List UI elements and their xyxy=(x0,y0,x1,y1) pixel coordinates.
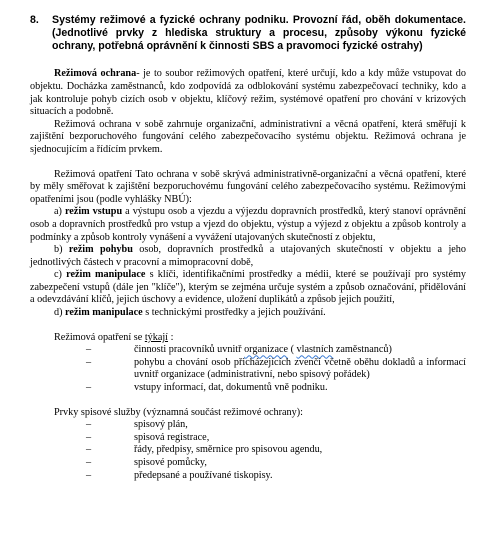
term-bold: Režimová ochrana xyxy=(54,68,137,80)
paragraph-rezimova-ochrana xyxy=(30,68,466,118)
list-item: – řády, předpisy, směrnice pro spisovou agendu, xyxy=(86,444,323,456)
list-item: – činnosti pracovníků uvnitř organizace ( vlastních zaměstnanců) xyxy=(86,344,392,356)
tykaji-list xyxy=(30,344,466,394)
list-item: – spisové pomůcky, xyxy=(86,457,207,469)
list-item: – spisová registrace, xyxy=(86,431,210,443)
paragraph-text: - je to soubor režimových opatření, které určují, kdo a kdy může vstupovat do objektu. Docházka zaměstnanců, kdo zodpovídá za odblokování systému zabezpečovací techniky, kdo a jak kontroluje pohyb cizích osob v objektu, klíčový režim, systémové opatření pro chování v krizových situacích a podobně. xyxy=(30,68,466,118)
list-item-b: b) režim pohybu osob, dopravních prostředků a utajovaných skutečností v objektu a jeho jednotlivých částech v pracovní a mimopracovní době, xyxy=(30,244,466,268)
spellcheck-underline: organizace xyxy=(244,344,289,356)
prvky-list xyxy=(30,419,466,482)
list-item: – pohybu a chování osob přicházejících zvenčí včetně oběhu dokladů a informací uvnitř organizace (administrativní, nebo spisový pořádek) xyxy=(86,356,466,381)
heading-number: 8. xyxy=(30,14,39,26)
list-item: – předepsané a používané tiskopisy. xyxy=(86,469,273,481)
list-item-c: c) režim manipulace s klíči, identifikačními prostředky a médii, které se používají pro systémy zabezpečení vstupů (dále jen "klíče"), kterým se zejména určuje systém a způsob označování, přidělování a odevzdávání klíčů, jejich úschovy a evidence, uložení duplikátů a způsob jejich použití, xyxy=(30,269,467,306)
prvky-intro: Prvky spisové služby (významná součást režimové ochrany): xyxy=(54,406,303,418)
section-heading xyxy=(30,14,466,52)
tykaji-line: Režimová opatření se týkají : xyxy=(54,331,174,343)
list-item: – vstupy informací, dat, dokumentů vně podniku. xyxy=(86,382,328,394)
spellcheck-underline: vlastních xyxy=(296,344,334,356)
heading-text: Systémy režimové a fyzické ochrany podniku. Provozní řád, oběh dokumentace. (Jednotlivé prvky z hlediska struktury a procesu, způsoby výkonu fyzické ochrany, potřebná oprávnění k činnosti SBS a pravomoci fyzické ostrahy) xyxy=(52,14,466,52)
paragraph-rezimova-opatreni: Režimová opatření Tato ochrana v sobě skrývá administrativně-organizační a věcná opatření, které by měly směřovat k zajištění bezporuchovému fungování celého zabezpečovacího systému. Režimovými opatřeními jsou (podle vyhlášky NBÚ): xyxy=(30,168,466,205)
list-item-d: d) režim manipulace s technickými prostředky a jejich používání. xyxy=(54,307,326,319)
list-item: – spisový plán, xyxy=(86,419,188,431)
list-item-a: a) režim vstupu a výstupu osob a vjezdu a výjezdu dopravních prostředků, který stanoví oprávnění osob a dopravních prostředků pro vstup a vjezd do objektu, výstup a výjezd z objektu a způsob kontroly a podmínky a způsob kontroly vynášení a vyvážení utajovaných skutečností z objektu, xyxy=(30,206,466,243)
paragraph-zahrnuje: Režimová ochrana v sobě zahrnuje organizační, administrativní a věcná opatření, která směřují k zajištění bezporuchového fungování celého zabezpečovacího systému objektu. Režimová ochrana je sjednocujícím a řídícím prvkem. xyxy=(30,118,466,155)
